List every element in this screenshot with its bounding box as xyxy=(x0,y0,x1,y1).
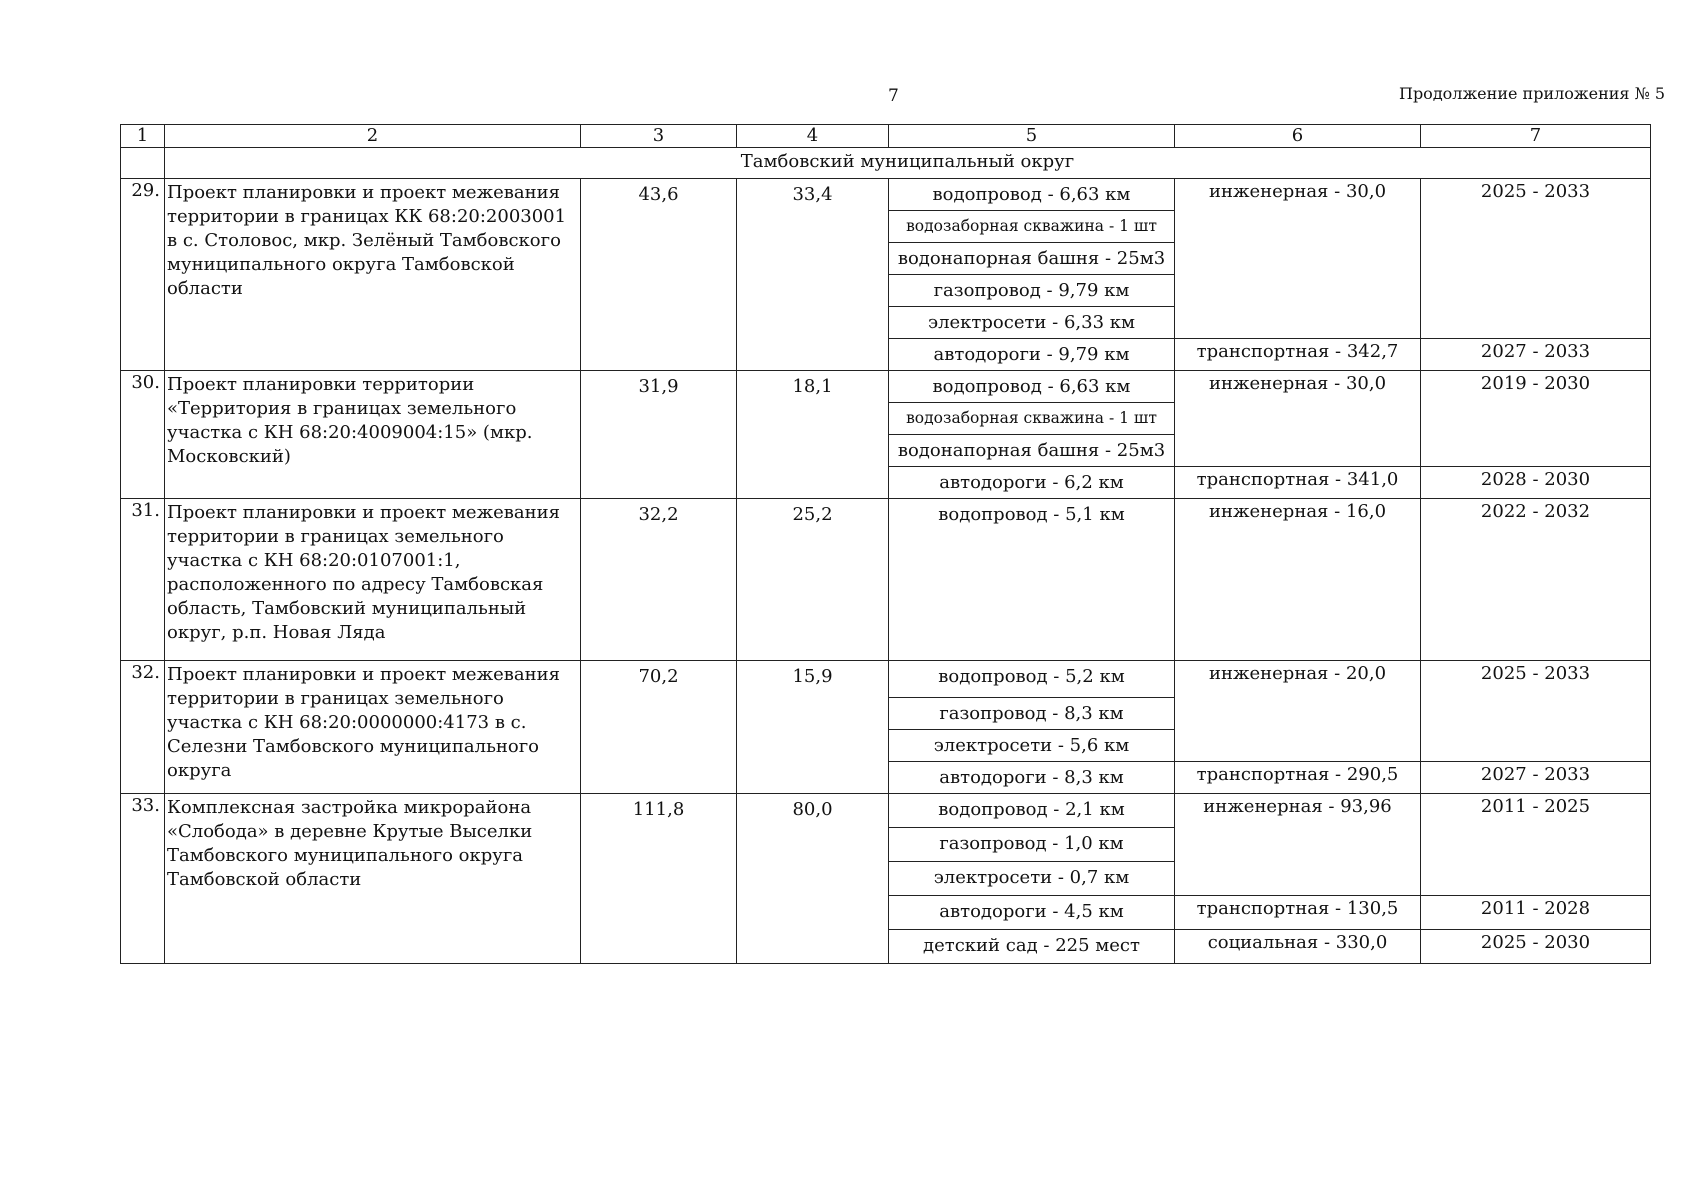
area-total: 70,2 xyxy=(581,661,737,794)
implementation-period: 2022 - 2032 xyxy=(1421,499,1651,661)
implementation-period: 2019 - 2030 xyxy=(1421,371,1651,467)
row-number: 31. xyxy=(121,499,165,661)
area-total: 111,8 xyxy=(581,794,737,964)
area-residential: 33,4 xyxy=(737,179,889,371)
infrastructure-type: инженерная - 20,0 xyxy=(1175,661,1421,762)
infrastructure-item: детский сад - 225 мест xyxy=(889,930,1175,964)
infrastructure-type: социальная - 330,0 xyxy=(1175,930,1421,964)
infrastructure-item: электросети - 0,7 км xyxy=(889,862,1175,896)
page-number: 7 xyxy=(888,86,899,106)
column-header-row xyxy=(121,125,1651,148)
area-total: 43,6 xyxy=(581,179,737,371)
table-row xyxy=(121,179,1651,211)
column-header: 2 xyxy=(165,125,581,148)
implementation-period: 2011 - 2025 xyxy=(1421,794,1651,896)
infrastructure-type: транспортная - 342,7 xyxy=(1175,339,1421,371)
table-row xyxy=(121,794,1651,828)
column-header: 6 xyxy=(1175,125,1421,148)
area-residential: 15,9 xyxy=(737,661,889,794)
infrastructure-item: водопровод - 6,63 км xyxy=(889,179,1175,211)
infrastructure-item: автодороги - 6,2 км xyxy=(889,467,1175,499)
infrastructure-item: водопровод - 5,1 км xyxy=(889,499,1175,661)
implementation-period: 2025 - 2030 xyxy=(1421,930,1651,964)
infrastructure-item: автодороги - 8,3 км xyxy=(889,762,1175,794)
infrastructure-item: водонапорная башня - 25м3 xyxy=(889,435,1175,467)
infrastructure-item: газопровод - 8,3 км xyxy=(889,698,1175,730)
infrastructure-item: автодороги - 4,5 км xyxy=(889,896,1175,930)
column-header: 1 xyxy=(121,125,165,148)
implementation-period: 2011 - 2028 xyxy=(1421,896,1651,930)
infrastructure-type: транспортная - 130,5 xyxy=(1175,896,1421,930)
infrastructure-item: водопровод - 2,1 км xyxy=(889,794,1175,828)
infrastructure-type: инженерная - 30,0 xyxy=(1175,371,1421,467)
row-number: 33. xyxy=(121,794,165,964)
infrastructure-item: автодороги - 9,79 км xyxy=(889,339,1175,371)
infrastructure-item: водонапорная башня - 25м3 xyxy=(889,243,1175,275)
infrastructure-table xyxy=(120,124,1651,964)
infrastructure-item: водопровод - 5,2 км xyxy=(889,661,1175,698)
infrastructure-type: инженерная - 93,96 xyxy=(1175,794,1421,896)
infrastructure-item: водозаборная скважина - 1 шт xyxy=(889,211,1175,243)
area-total: 32,2 xyxy=(581,499,737,661)
project-name: Проект планировки и проект межевания территории в границах земельного участка с КН 68:20:0000000:4173 в с. Селезни Тамбовского муниципального округа xyxy=(165,661,581,794)
project-name: Проект планировки и проект межевания территории в границах земельного участка с КН 68:20:0107001:1, расположенного по адресу Тамбовская область, Тамбовский муниципальный округ, р.п. Новая Ляда xyxy=(165,499,581,661)
infrastructure-item: газопровод - 1,0 км xyxy=(889,828,1175,862)
column-header: 3 xyxy=(581,125,737,148)
implementation-period: 2027 - 2033 xyxy=(1421,339,1651,371)
area-total: 31,9 xyxy=(581,371,737,499)
infrastructure-item: электросети - 5,6 км xyxy=(889,730,1175,762)
row-number: 29. xyxy=(121,179,165,371)
table-row xyxy=(121,371,1651,403)
infrastructure-type: транспортная - 341,0 xyxy=(1175,467,1421,499)
implementation-period: 2027 - 2033 xyxy=(1421,762,1651,794)
infrastructure-item: водозаборная скважина - 1 шт xyxy=(889,403,1175,435)
table-row xyxy=(121,661,1651,698)
area-residential: 18,1 xyxy=(737,371,889,499)
column-header: 4 xyxy=(737,125,889,148)
region-title: Тамбовский муниципальный округ xyxy=(165,148,1651,179)
infrastructure-type: инженерная - 30,0 xyxy=(1175,179,1421,339)
table-row xyxy=(121,499,1651,661)
column-header: 5 xyxy=(889,125,1175,148)
implementation-period: 2025 - 2033 xyxy=(1421,661,1651,762)
implementation-period: 2025 - 2033 xyxy=(1421,179,1651,339)
infrastructure-item: газопровод - 9,79 км xyxy=(889,275,1175,307)
implementation-period: 2028 - 2030 xyxy=(1421,467,1651,499)
area-residential: 80,0 xyxy=(737,794,889,964)
column-header: 7 xyxy=(1421,125,1651,148)
region-row xyxy=(121,148,1651,179)
infrastructure-type: транспортная - 290,5 xyxy=(1175,762,1421,794)
row-number: 30. xyxy=(121,371,165,499)
project-name: Проект планировки территории «Территория в границах земельного участка с КН 68:20:4009004:15» (мкр. Московский) xyxy=(165,371,581,499)
area-residential: 25,2 xyxy=(737,499,889,661)
project-name: Проект планировки и проект межевания территории в границах КК 68:20:2003001 в с. Столовос, мкр. Зелёный Тамбовского муниципального округа Тамбовской области xyxy=(165,179,581,371)
infrastructure-item: водопровод - 6,63 км xyxy=(889,371,1175,403)
infrastructure-type: инженерная - 16,0 xyxy=(1175,499,1421,661)
row-number: 32. xyxy=(121,661,165,794)
project-name: Комплексная застройка микрорайона «Слобода» в деревне Крутые Выселки Тамбовского муниципального округа Тамбовской области xyxy=(165,794,581,964)
infrastructure-item: электросети - 6,33 км xyxy=(889,307,1175,339)
appendix-continuation-note: Продолжение приложения № 5 xyxy=(1398,84,1665,103)
